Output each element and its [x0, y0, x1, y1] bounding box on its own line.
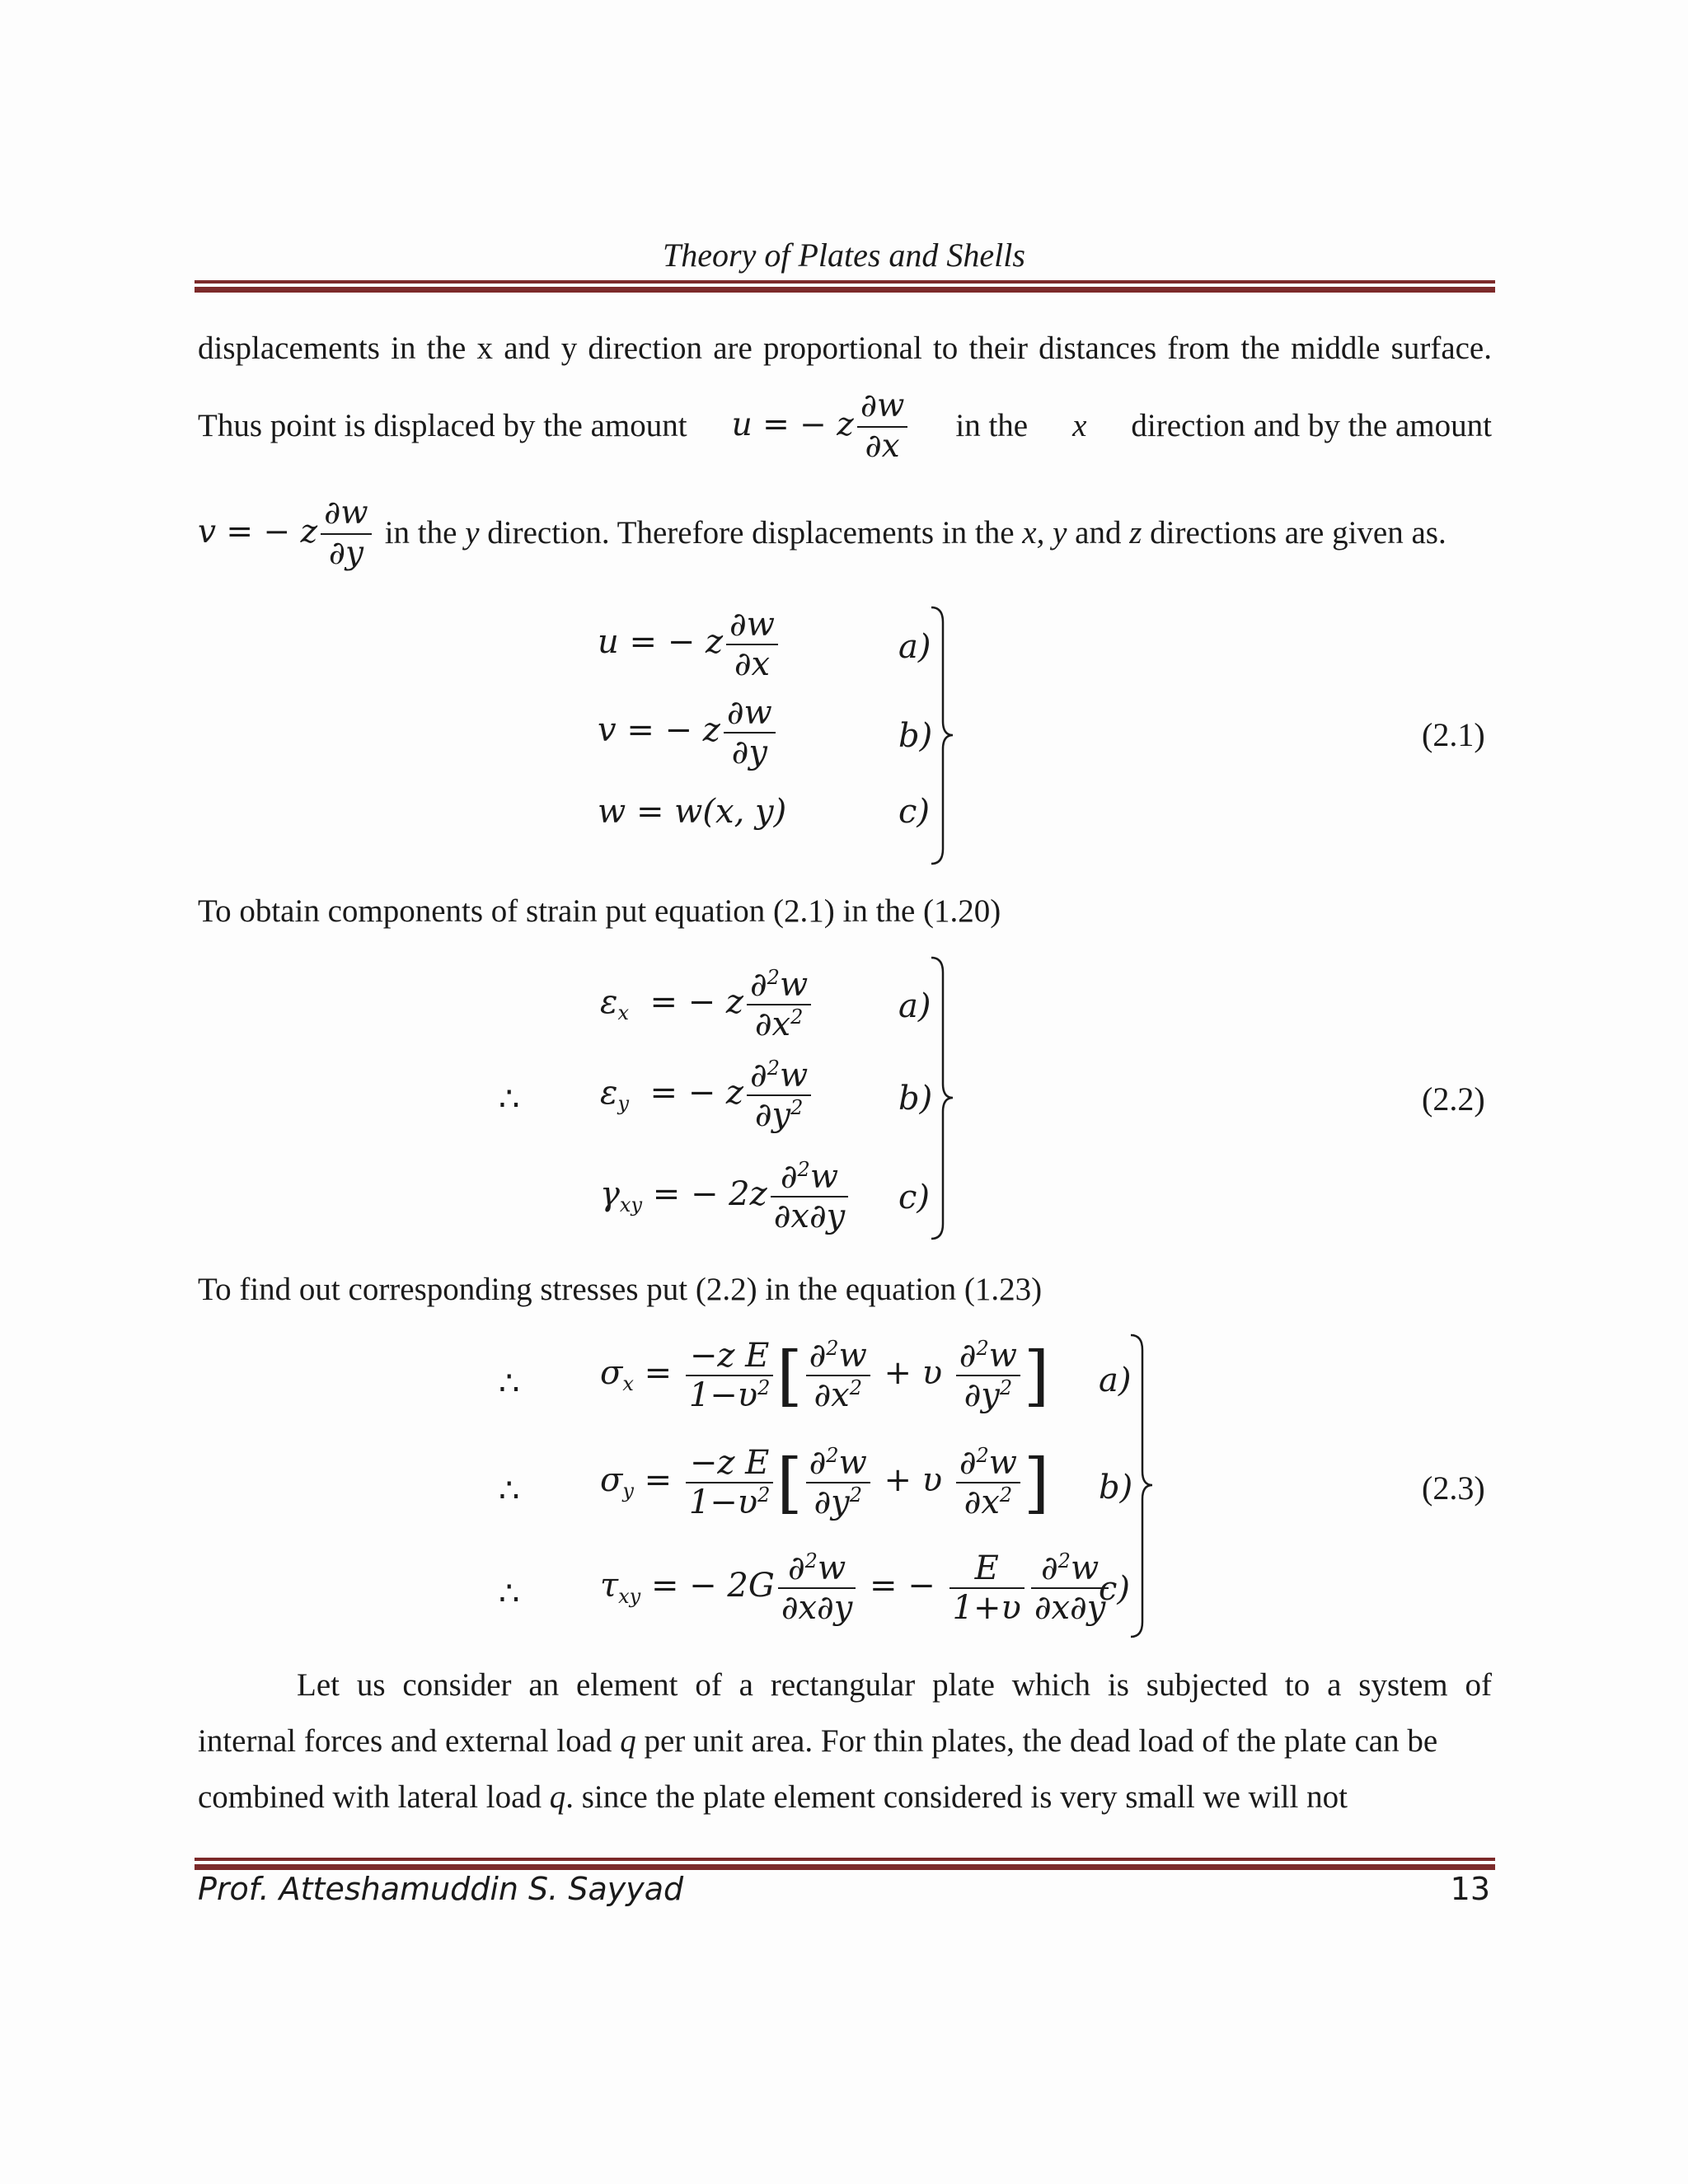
right-brace-icon — [930, 956, 954, 1240]
text-span: per unit area. For thin plates, the dead load of the plate can be — [644, 1723, 1438, 1759]
equation-tag: a) — [898, 987, 931, 1025]
equation-2-1a: u = − z $\frac{\partial w}{\partial x}$ — [598, 606, 781, 683]
equation-tag: a) — [898, 628, 931, 666]
equation-2-1b: v = − z $\frac{\partial w}{\partial y}$ — [598, 694, 779, 771]
text-span: combined with lateral load q. since the plate element considered is very small we will not — [198, 1779, 1348, 1815]
therefore-symbol: ∴ — [499, 1080, 520, 1118]
header-rule — [195, 280, 1495, 284]
therefore-symbol: ∴ — [499, 1472, 520, 1509]
equation-number: (2.1) — [1422, 716, 1485, 753]
page-number: 13 — [1450, 1871, 1490, 1907]
equation-2-3c: $\tau_{xy}$ = − 2G $\frac{\partial^2w}{\partial x\partial y}$ = − $\frac{E}{1+\upsilon}$ $\frac{\partial^2w}{\partial x\partial y}$ — [600, 1549, 1112, 1627]
footer-author: Prof. Atteshamuddin S. Sayyad — [198, 1871, 684, 1907]
inline-equation-v: v = − z $\frac{\partial w}{\partial y}$ — [198, 494, 375, 574]
equation-tag: c) — [1099, 1570, 1131, 1608]
equation-tag: a) — [1099, 1361, 1132, 1399]
paragraph-line: displacements in the x and y direction are proportional to their distances from the middle surface. — [198, 330, 1492, 366]
paragraph-line: To find out corresponding stresses put (2.2) in the equation (1.23) — [198, 1272, 1043, 1307]
footer-rule — [195, 1858, 1495, 1861]
equation-tag: b) — [1099, 1469, 1133, 1507]
equation-2-2b: $\varepsilon_y$ = − z $\frac{\partial^2w}{\partial y^2}$ — [600, 1057, 814, 1134]
text-span: direction and by the amount — [1131, 408, 1492, 444]
paragraph-line — [198, 494, 1492, 574]
therefore-symbol: ∴ — [499, 1575, 520, 1612]
equation-number: (2.3) — [1422, 1469, 1485, 1507]
equation-tag: b) — [898, 1080, 933, 1118]
equation-2-2a: $\varepsilon_x$ = − z $\frac{\partial^2w}{\partial x^2}$ — [600, 966, 814, 1043]
text-span: in the y direction. Therefore displacements in the x, y and z directions are given as. — [384, 515, 1447, 551]
paragraph-line — [198, 387, 1492, 466]
equation-tag: b) — [898, 717, 933, 755]
text-span: internal forces and external load — [198, 1723, 612, 1759]
equation-2-1c: w = w(x, y) — [598, 793, 787, 831]
equation-2-2c: $\gamma_{xy}$ = − 2z $\frac{\partial^2w}{\partial x\partial y}$ — [600, 1158, 851, 1235]
therefore-symbol: ∴ — [499, 1365, 520, 1402]
equation-tag: c) — [898, 1179, 931, 1216]
paragraph-line — [198, 1722, 1492, 1761]
var-x: x — [1072, 408, 1087, 444]
equation-2-3b: $\sigma_y$ = $\frac{\text{−z E}}{1-\upsilon^2}$ [ $\frac{\partial^2w}{\partial y^2}$ + υ $\frac{\partial^2w}{\partial x^2}$ ] — [600, 1444, 1050, 1521]
right-brace-icon — [930, 606, 954, 865]
header-rule-thick — [195, 287, 1495, 293]
equation-tag: c) — [898, 793, 931, 831]
equation-number: (2.2) — [1422, 1080, 1485, 1118]
right-brace-icon — [1129, 1333, 1154, 1638]
paragraph-line: To obtain components of strain put equation (2.1) in the (1.20) — [198, 893, 1001, 929]
running-header-title: Theory of Plates and Shells — [663, 237, 1025, 274]
footer-rule-thick — [195, 1864, 1495, 1870]
paragraph-line — [198, 1779, 1492, 1817]
paragraph-line: Let us consider an element of a rectangular plate which is subjected to a system of — [297, 1667, 1492, 1703]
text-span: Thus point is displaced by the amount — [198, 408, 687, 444]
var-q: q — [620, 1723, 636, 1759]
inline-equation-u: u = − z $\frac{\partial w}{\partial x}$ — [732, 387, 912, 466]
equation-2-3a: $\sigma_x$ = $\frac{\text{−z E}}{1-\upsilon^2}$ [ $\frac{\partial^2w}{\partial x^2}$ + υ $\frac{\partial^2w}{\partial y^2}$ ] — [600, 1337, 1050, 1414]
text-span: in the — [955, 408, 1029, 444]
